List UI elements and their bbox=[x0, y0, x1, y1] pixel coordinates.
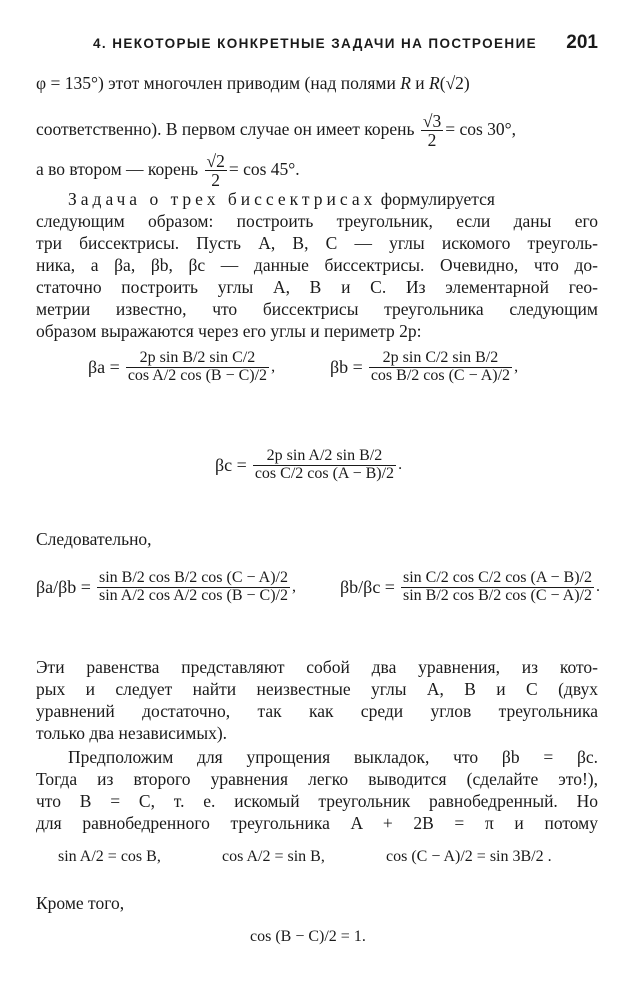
formula-cos-sin: cos A/2 = sin B, bbox=[222, 848, 325, 865]
text-line: только два независимых). bbox=[36, 723, 228, 743]
text-line: три биссектрисы. Пусть A, B, C — углы искомого треуголь- bbox=[36, 233, 598, 253]
text-line: Кроме того, bbox=[36, 893, 125, 913]
formula-cos-one: cos (B − C)/2 = 1. bbox=[250, 928, 366, 945]
page-header bbox=[93, 32, 598, 56]
text-line: что B = C, т. е. искомый треугольник равнобедренный. Но bbox=[36, 791, 598, 811]
text-line: для равнобедренного треугольника A + 2B = π и потому bbox=[36, 813, 598, 833]
text-fragment: формулируется bbox=[376, 189, 495, 209]
text-line: образом выражаются через его углы и периметр 2p: bbox=[36, 321, 422, 341]
formula-ratio-ab: βa/βb = $\frac{\text{sin B/2 cos B/2 cos (C − A)/2}}{\text{sin A/2 cos A/2 cos (B − C)/2}}$ , bbox=[36, 569, 296, 604]
text-fragment: и bbox=[410, 73, 430, 93]
text-fragment: соответственно). В первом случае он имеет корень bbox=[36, 118, 419, 139]
page-number: 201 bbox=[566, 32, 598, 53]
formula-sin-cos: sin A/2 = cos B, bbox=[58, 848, 161, 865]
text-line: Тогда из второго уравнения легко выводится (сделайте это!), bbox=[36, 769, 598, 789]
field-symbol: R bbox=[400, 73, 411, 93]
text-fragment: (√2) bbox=[439, 73, 470, 93]
text-line: метрии известно, что биссектрисы треугольника следующим bbox=[36, 299, 598, 319]
text-line: статочно построить углы A, B и C. Из элементарной гео- bbox=[36, 277, 598, 297]
text-line: Предположим для упрощения выкладок, что βb = βc. bbox=[68, 747, 598, 767]
field-symbol: R bbox=[429, 73, 440, 93]
text-line bbox=[68, 188, 598, 210]
text-line: рых и следует найти неизвестные углы A, B и C (двух bbox=[36, 679, 598, 699]
text-fragment: а во втором — корень bbox=[36, 158, 203, 179]
formula-beta-a: βa = $\frac{\text{2p sin B/2 sin C/2}}{\text{cos A/2 cos (B − C)/2}}$ , bbox=[88, 349, 276, 384]
text-fragment: = cos 30°, bbox=[445, 118, 517, 139]
formula-cos-sin-3b: cos (C − A)/2 = sin 3B/2 . bbox=[386, 848, 552, 865]
inline-fraction: $\frac{√3}{2}$ bbox=[422, 111, 442, 151]
formula-beta-b: βb = $\frac{\text{2p sin C/2 sin B/2}}{\text{cos B/2 cos (C − A)/2}}$ , bbox=[330, 349, 519, 384]
text-line: следующим образом: построить треугольник, если даны его bbox=[36, 211, 598, 231]
text-line: ника, а βa, βb, βc — данные биссектрисы. Очевидно, что до- bbox=[36, 255, 598, 275]
text-line bbox=[36, 112, 598, 150]
text-fragment: = cos 45°. bbox=[228, 158, 300, 179]
spaced-term: Задача о трех биссектрисах bbox=[68, 189, 377, 209]
text-line: Следовательно, bbox=[36, 529, 152, 549]
formula-beta-c: βc = $\frac{\text{2p sin A/2 sin B/2}}{\text{cos C/2 cos (A − B)/2}}$ . bbox=[215, 447, 403, 482]
formula-ratio-bc: βb/βc = $\frac{\text{sin C/2 cos C/2 cos (A − B)/2}}{\text{sin B/2 cos B/2 cos (C − A)/2}}$ . bbox=[340, 569, 600, 604]
text-line bbox=[36, 152, 598, 190]
inline-fraction: $\frac{√2}{2}$ bbox=[206, 151, 225, 191]
text-line: Эти равенства представляют собой два уравнения, из кото- bbox=[36, 657, 598, 677]
text-line bbox=[36, 72, 598, 94]
text-line: уравнений достаточно, так как среди углов треугольника bbox=[36, 701, 598, 721]
running-title: 4. НЕКОТОРЫЕ КОНКРЕТНЫЕ ЗАДАЧИ НА ПОСТРОЕНИЕ bbox=[93, 36, 538, 51]
text-fragment: φ = 135°) этот многочлен приводим (над полями bbox=[36, 73, 401, 93]
